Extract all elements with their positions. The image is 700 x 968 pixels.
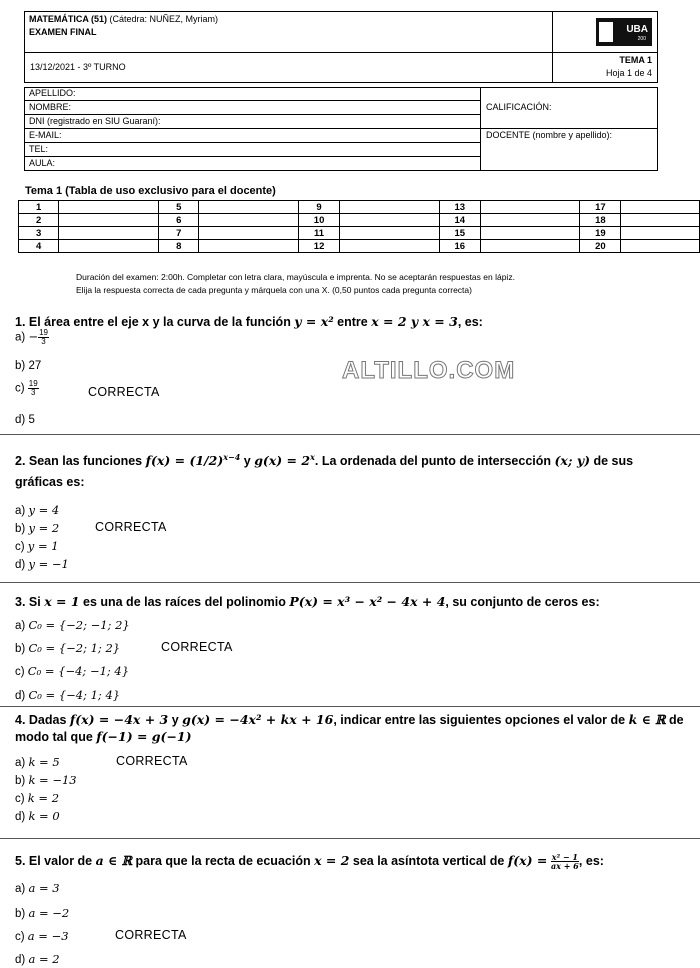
question-number-cell: 8	[159, 240, 199, 253]
answer-cell[interactable]	[59, 201, 159, 214]
grade-table	[18, 200, 700, 253]
answer-cell[interactable]	[480, 214, 580, 227]
field-calificacion[interactable]: CALIFICACIÓN:	[486, 102, 552, 112]
question-number-cell: 20	[580, 240, 621, 253]
field-email[interactable]: E-MAIL:	[29, 130, 62, 140]
answer-cell[interactable]	[59, 227, 159, 240]
course-title: MATEMÁTICA (51) (Cátedra: NUÑEZ, Myriam)	[29, 14, 219, 24]
answer-cell[interactable]	[621, 214, 700, 227]
question-number-cell: 3	[19, 227, 59, 240]
question-number-cell: 15	[439, 227, 480, 240]
answer-cell[interactable]	[199, 214, 299, 227]
q4-option-d[interactable]: d) k = 0	[15, 809, 60, 823]
q5-option-d[interactable]: d) a = 2	[15, 952, 60, 966]
q1-option-d[interactable]: d) 5	[15, 414, 35, 426]
q2-option-d[interactable]: d) y = −1	[15, 557, 69, 571]
question-number-cell: 7	[159, 227, 199, 240]
q3-option-c[interactable]: c) C₀ = {−4; −1; 4}	[15, 664, 130, 678]
q3-option-b[interactable]: b) C₀ = {−2; 1; 2}	[15, 641, 121, 655]
tema-label: TEMA 1	[619, 55, 652, 65]
grade-table-row	[19, 201, 700, 214]
uba-logo: UBA 200	[596, 18, 652, 46]
fraction: $\frac{\text{x² − 1}}{ax + 6}$	[550, 852, 579, 872]
grade-table-title: Tema 1 (Tabla de uso exclusivo para el docente)	[25, 185, 276, 197]
question-2-line-2: gráficas es:	[15, 475, 85, 489]
q2-option-a[interactable]: a) y = 4	[15, 503, 60, 517]
question-4: 4. Dadas f(x) = −4x + 3 y g(x) = −4x² + kx + 16, indicar entre las siguientes opciones el valor de k ∈ ℝ de	[15, 712, 684, 727]
separator	[0, 838, 700, 839]
instructions-line-2: Elija la respuesta correcta de cada pregunta y márquela con una X. (0,50 puntos cada pregunta correcta)	[76, 285, 472, 295]
question-number-cell: 19	[580, 227, 621, 240]
answer-cell[interactable]	[59, 214, 159, 227]
question-number-cell: 10	[299, 214, 340, 227]
q1-option-a[interactable]: a) − $\frac{19}{3}$	[15, 328, 48, 346]
answer-cell[interactable]	[199, 227, 299, 240]
q4-option-b[interactable]: b) k = −13	[15, 773, 77, 787]
question-2: 2. Sean las funciones $f(x) = (1/2)^{x-4}$ y $g(x) = 2^x$. La ordenada del punto de intersección (x; y) de sus	[15, 452, 634, 469]
question-number-cell: 18	[580, 214, 621, 227]
field-aula[interactable]: AULA:	[29, 158, 56, 168]
answer-cell[interactable]	[621, 227, 700, 240]
field-nombre[interactable]: NOMBRE:	[29, 102, 72, 112]
page-number: Hoja 1 de 4	[605, 68, 652, 78]
q1-option-c[interactable]: c) $\frac{19}{3}$	[15, 379, 38, 397]
fraction: $\frac{19}{3}$	[39, 328, 48, 346]
answer-cell[interactable]	[199, 201, 299, 214]
question-3: 3. Si x = 1 es una de las raíces del polinomio P(x) = x³ − x² − 4x + 4, su conjunto de ceros es:	[15, 594, 600, 609]
separator	[0, 434, 700, 435]
q3-correct-mark: CORRECTA	[161, 640, 233, 654]
field-apellido[interactable]: APELLIDO:	[29, 88, 76, 98]
q1-correct-mark: CORRECTA	[88, 385, 160, 399]
grade-table-row	[19, 227, 700, 240]
q5-correct-mark: CORRECTA	[115, 928, 187, 942]
question-number-cell: 5	[159, 201, 199, 214]
fraction: $\frac{19}{3}$	[28, 379, 38, 397]
answer-cell[interactable]	[199, 240, 299, 253]
answer-cell[interactable]	[621, 240, 700, 253]
answer-cell[interactable]	[480, 240, 580, 253]
field-docente[interactable]: DOCENTE (nombre y apellido):	[486, 130, 613, 140]
watermark: ALTILLO.COM	[342, 357, 516, 384]
question-number-cell: 12	[299, 240, 340, 253]
answer-cell[interactable]	[340, 227, 440, 240]
question-number-cell: 14	[439, 214, 480, 227]
answer-cell[interactable]	[621, 201, 700, 214]
q4-correct-mark: CORRECTA	[116, 754, 188, 768]
answer-cell[interactable]	[340, 240, 440, 253]
question-number-cell: 2	[19, 214, 59, 227]
field-dni[interactable]: DNI (registrado en SIU Guaraní):	[29, 116, 161, 126]
q2-option-b[interactable]: b) y = 2	[15, 521, 60, 535]
answer-cell[interactable]	[59, 240, 159, 253]
separator	[0, 582, 700, 583]
grade-table-row	[19, 240, 700, 253]
question-5: 5. El valor de a ∈ ℝ para que la recta de ecuación x = 2 sea la asíntota vertical de f(x) = $\frac{\text{x² − 1}}{ax + 6}$ , es:	[15, 852, 604, 872]
instructions-line-1: Duración del examen: 2:00h. Completar con letra clara, mayúscula e imprenta. No se aceptarán respuestas en lápiz.	[76, 272, 515, 282]
question-number-cell: 9	[299, 201, 340, 214]
question-4-line-2: modo tal que f(−1) = g(−1)	[15, 729, 192, 744]
field-tel[interactable]: TEL:	[29, 144, 49, 154]
q4-option-c[interactable]: c) k = 2	[15, 791, 60, 805]
q5-option-c[interactable]: c) a = −3	[15, 929, 69, 943]
header-vdivider	[552, 11, 553, 83]
answer-cell[interactable]	[480, 201, 580, 214]
answer-cell[interactable]	[340, 214, 440, 227]
q1-option-b[interactable]: b) 27	[15, 360, 42, 372]
question-number-cell: 6	[159, 214, 199, 227]
answer-cell[interactable]	[340, 201, 440, 214]
header-divider	[24, 52, 658, 53]
grade-table-row	[19, 214, 700, 227]
question-number-cell: 1	[19, 201, 59, 214]
q2-option-c[interactable]: c) y = 1	[15, 539, 59, 553]
q5-option-a[interactable]: a) a = 3	[15, 881, 60, 895]
q4-option-a[interactable]: a) k = 5	[15, 755, 60, 769]
answer-cell[interactable]	[480, 227, 580, 240]
separator	[0, 706, 700, 707]
q2-correct-mark: CORRECTA	[95, 520, 167, 534]
exam-title: EXAMEN FINAL	[29, 27, 97, 37]
question-1: 1. El área entre el eje x y la curva de la función y = x² entre x = 2 y x = 3, es:	[15, 314, 483, 329]
exam-date: 13/12/2021 - 3º TURNO	[30, 62, 126, 72]
q5-option-b[interactable]: b) a = −2	[15, 906, 70, 920]
q3-option-d[interactable]: d) C₀ = {−4; 1; 4}	[15, 688, 121, 702]
question-number-cell: 16	[439, 240, 480, 253]
question-number-cell: 17	[580, 201, 621, 214]
question-number-cell: 11	[299, 227, 340, 240]
question-number-cell: 13	[439, 201, 480, 214]
q3-option-a[interactable]: a) C₀ = {−2; −1; 2}	[15, 618, 130, 632]
question-number-cell: 4	[19, 240, 59, 253]
